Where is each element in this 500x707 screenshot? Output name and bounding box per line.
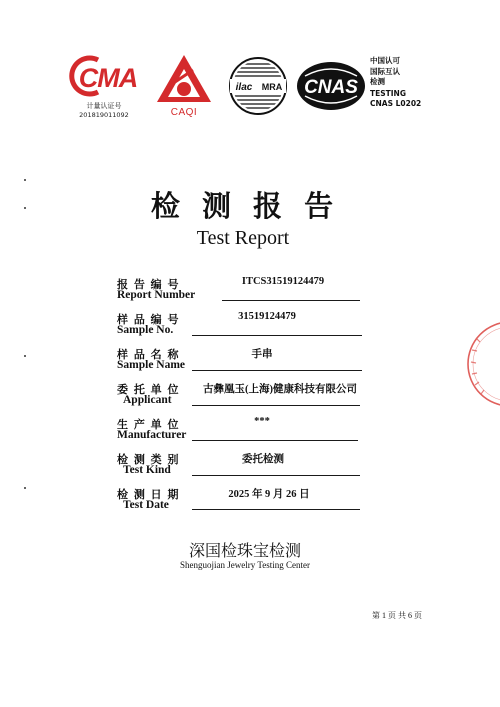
cma-mark: CMA bbox=[78, 63, 138, 93]
org-name-en: Shenguojian Jewelry Testing Center bbox=[180, 560, 310, 570]
field-underline bbox=[192, 509, 360, 510]
accreditation-line: 检测 bbox=[370, 77, 385, 86]
accreditation-line: CNAS L0202 bbox=[370, 99, 422, 108]
field-value: ITCS31519124479 bbox=[241, 276, 325, 287]
field-label-en: Test Date bbox=[123, 499, 169, 511]
field-label-en: Sample No. bbox=[117, 324, 174, 336]
org-name-zh: 深国检珠宝检测 bbox=[188, 541, 301, 560]
field-label-zh: 报 告 编 号 bbox=[117, 278, 180, 291]
field-value: 2025 年 9 月 26 日 bbox=[228, 489, 310, 500]
field-label-en: Manufacturer bbox=[117, 429, 187, 441]
margin-dot bbox=[24, 487, 26, 489]
field-underline bbox=[192, 475, 360, 476]
ilac-mark: ilac bbox=[235, 82, 253, 93]
report-title-en: Test Report bbox=[196, 227, 290, 249]
accreditation-line: 国际互认 bbox=[370, 66, 400, 76]
field-value: 古彝凰玉(上海)健康科技有限公司 bbox=[203, 384, 357, 395]
ilac-mra-logo bbox=[228, 56, 288, 116]
margin-dot bbox=[24, 355, 26, 357]
accreditation-line: TESTING bbox=[370, 88, 406, 98]
cnas-mark: CNAS bbox=[304, 77, 358, 98]
mra-mark: MRA bbox=[261, 82, 283, 92]
field-label-zh: 检 测 类 别 bbox=[117, 453, 180, 466]
caqi-mark: CAQI bbox=[170, 107, 198, 118]
cnas-logo bbox=[295, 60, 367, 112]
cma-caption: 计量认证号 bbox=[86, 102, 122, 110]
cma-number: 201819011092 bbox=[79, 111, 129, 119]
field-label-zh: 生 产 单 位 bbox=[117, 418, 180, 431]
field-underline bbox=[222, 300, 360, 301]
cma-logo bbox=[68, 54, 140, 98]
page-number: 第 1 页 共 6 页 bbox=[372, 611, 422, 620]
field-value: 31519124479 bbox=[238, 311, 296, 322]
official-stamp bbox=[452, 318, 500, 410]
field-label-zh: 样 品 名 称 bbox=[117, 348, 180, 361]
field-value: *** bbox=[254, 416, 270, 427]
field-value: 委托检测 bbox=[242, 454, 284, 465]
field-underline bbox=[192, 370, 362, 371]
field-value: 手串 bbox=[251, 349, 273, 360]
caqi-logo bbox=[155, 52, 213, 118]
field-label-zh: 样 品 编 号 bbox=[117, 313, 180, 326]
margin-dot bbox=[24, 179, 26, 181]
field-label-en: Report Number bbox=[117, 289, 196, 301]
field-underline bbox=[192, 440, 358, 441]
field-label-en: Sample Name bbox=[117, 359, 186, 371]
accreditation-line: 中国认可 bbox=[370, 56, 400, 65]
accreditation-block bbox=[370, 56, 421, 110]
field-underline bbox=[192, 405, 360, 406]
field-label-en: Test Kind bbox=[123, 464, 171, 476]
field-underline bbox=[192, 335, 362, 336]
field-label-zh: 委 托 单 位 bbox=[117, 383, 180, 396]
report-title-zh: 检 测 报 告 bbox=[150, 189, 340, 223]
field-label-en: Applicant bbox=[123, 394, 172, 406]
field-label-zh: 检 测 日 期 bbox=[117, 488, 180, 501]
